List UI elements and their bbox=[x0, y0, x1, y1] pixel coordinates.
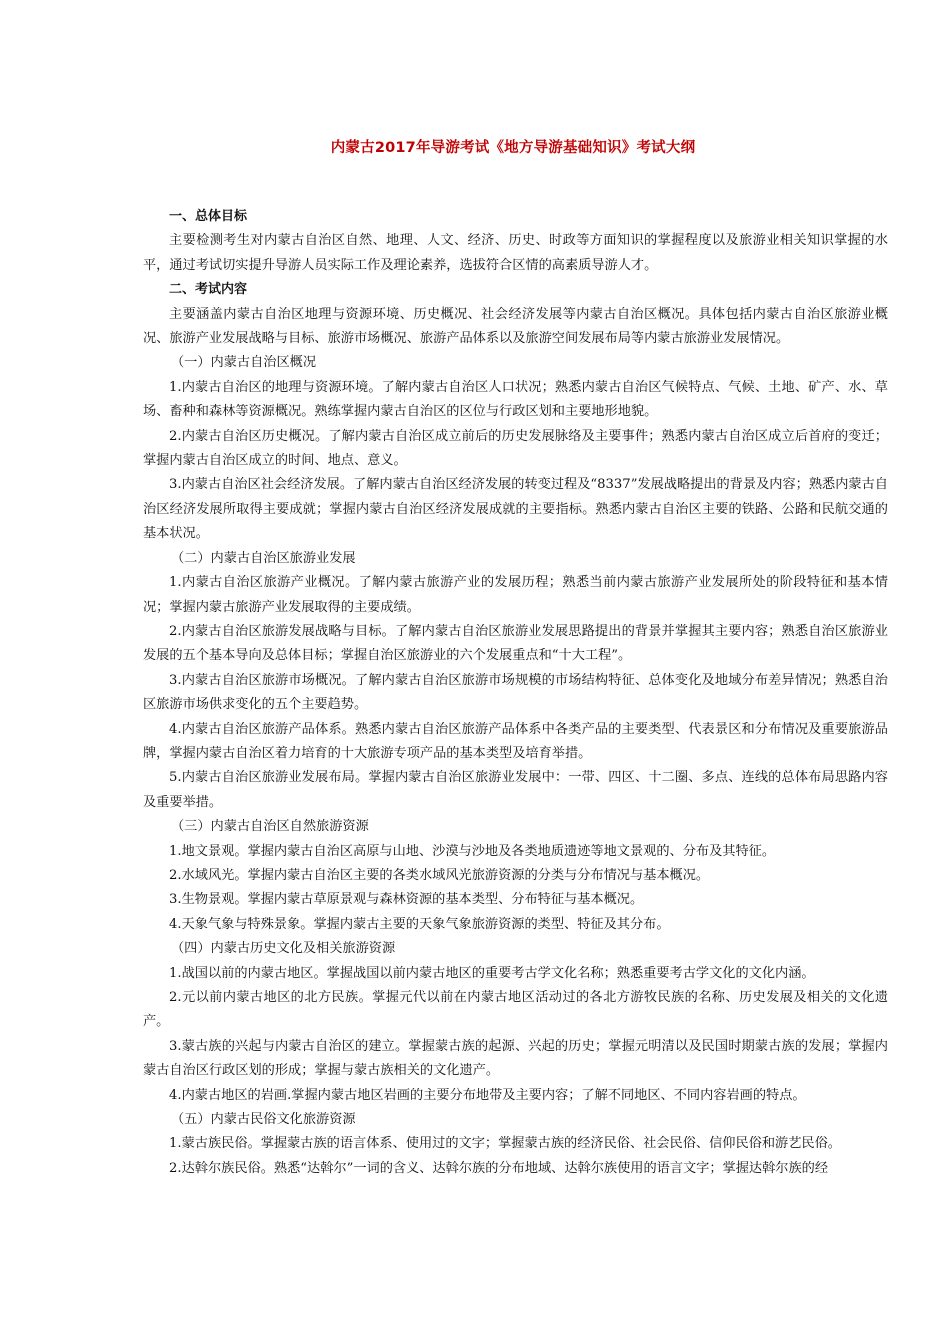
paragraph: 3.内蒙古自治区旅游市场概况。了解内蒙古自治区旅游市场规模的市场结构特征、总体变化及地域分布差异情况；熟悉自治区旅游市场供求变化的五个主要趋势。 bbox=[143, 672, 888, 713]
paragraph: 3.蒙古族的兴起与内蒙古自治区的建立。掌握蒙古族的起源、兴起的历史；掌握元明清以及民国时期蒙古族的发展；掌握内蒙古自治区行政区划的形成；掌握与蒙古族相关的文化遗产。 bbox=[143, 1038, 888, 1079]
paragraph: 4.内蒙古自治区旅游产品体系。熟悉内蒙古自治区旅游产品体系中各类产品的主要类型、代表景区和分布情况及重要旅游品牌，掌握内蒙古自治区着力培育的十大旅游专项产品的基本类型及培育举措。 bbox=[143, 721, 888, 761]
subsection-heading: （二）内蒙古自治区旅游业发展 bbox=[171, 550, 356, 566]
subsection-heading: （五）内蒙古民俗文化旅游资源 bbox=[171, 1112, 356, 1128]
paragraph: 4.内蒙古地区的岩画.掌握内蒙古地区岩画的主要分布地带及主要内容；了解不同地区、不同内容岩画的特点。 bbox=[169, 1087, 806, 1103]
paragraph: 2.元以前内蒙古地区的北方民族。掌握元代以前在内蒙古地区活动过的各北方游牧民族的名称、历史发展及相关的文化遗产。 bbox=[143, 990, 888, 1030]
paragraph: 2.内蒙古自治区历史概况。了解内蒙古自治区成立前后的历史发展脉络及主要事件；熟悉内蒙古自治区成立后首府的变迁；掌握内蒙古自治区成立的时间、地点、意义。 bbox=[143, 428, 888, 469]
document-body bbox=[143, 205, 888, 1181]
paragraph: 2.内蒙古自治区旅游发展战略与目标。了解内蒙古自治区旅游业发展思路提出的背景并掌握其主要内容；熟悉自治区旅游业发展的五个基本导向及总体目标；掌握自治区旅游业的六个发展重点和“十大工程”。 bbox=[143, 623, 888, 664]
paragraph: 1.战国以前的内蒙古地区。掌握战国以前内蒙古地区的重要考古学文化名称；熟悉重要考古学文化的文化内涵。 bbox=[169, 965, 815, 981]
section-heading: 二、考试内容 bbox=[169, 282, 248, 298]
document-title: 内蒙古2017年导游考试《地方导游基础知识》考试大纲 bbox=[330, 140, 696, 156]
paragraph: 1.蒙古族民俗。掌握蒙古族的语言体系、使用过的文字；掌握蒙古族的经济民俗、社会民俗、信仰民俗和游艺民俗。 bbox=[169, 1136, 841, 1152]
paragraph: 5.内蒙古自治区旅游业发展布局。掌握内蒙古自治区旅游业发展中：一带、四区、十二圈、多点、连线的总体布局思路内容及重要举措。 bbox=[143, 770, 888, 810]
subsection-heading: （四）内蒙古历史文化及相关旅游资源 bbox=[171, 941, 396, 957]
paragraph: 2.达斡尔族民俗。熟悉“达斡尔”一词的含义、达斡尔族的分布地域、达斡尔族使用的语言文字；掌握达斡尔族的经 bbox=[169, 1160, 829, 1176]
subsection-heading: （三）内蒙古自治区自然旅游资源 bbox=[171, 819, 369, 835]
paragraph: 4.天象气象与特殊景象。掌握内蒙古主要的天象气象旅游资源的类型、特征及其分布。 bbox=[169, 916, 670, 932]
paragraph: 主要检测考生对内蒙古自治区自然、地理、人文、经济、历史、时政等方面知识的掌握程度以及旅游业相关知识掌握的水平，通过考试切实提升导游人员实际工作及理论素养，选拔符合区情的高素质导游人才。 bbox=[143, 233, 888, 273]
section-heading: 一、总体目标 bbox=[169, 209, 248, 224]
subsection-heading: （一）内蒙古自治区概况 bbox=[171, 355, 317, 371]
paragraph: 主要涵盖内蒙古自治区地理与资源环境、历史概况、社会经济发展等内蒙古自治区概况。具体包括内蒙古自治区旅游业概况、旅游产业发展战略与目标、旅游市场概况、旅游产品体系以及旅游空间发展布局等内蒙古旅游业发展情况。 bbox=[143, 306, 888, 347]
paragraph: 3.生物景观。掌握内蒙古草原景观与森林资源的基本类型、分布特征与基本概况。 bbox=[169, 892, 644, 908]
paragraph: 1.内蒙古自治区旅游产业概况。了解内蒙古旅游产业的发展历程；熟悉当前内蒙古旅游产业发展所处的阶段特征和基本情况；掌握内蒙古旅游产业发展取得的主要成绩。 bbox=[143, 575, 888, 615]
paragraph: 1.内蒙古自治区的地理与资源环境。了解内蒙古自治区人口状况；熟悉内蒙古自治区气候特点、气候、土地、矿产、水、草场、畜种和森林等资源概况。熟练掌握内蒙古自治区的区位与行政区划和主要地形地貌。 bbox=[143, 379, 888, 420]
paragraph: 1.地文景观。掌握内蒙古自治区高原与山地、沙漠与沙地及各类地质遗迹等地文景观的、分布及其特征。 bbox=[169, 843, 776, 859]
paragraph: 3.内蒙古自治区社会经济发展。了解内蒙古自治区经济发展的转变过程及“8337”发展战略提出的背景及内容；熟悉内蒙古自治区经济发展所取得主要成就；掌握内蒙古自治区经济发展成就的主要指标。熟悉内蒙古自治区主要的铁路、公路和民航交通的基本状况。 bbox=[143, 477, 888, 542]
paragraph: 2.水域风光。掌握内蒙古自治区主要的各类水域风光旅游资源的分类与分布情况与基本概况。 bbox=[169, 867, 710, 883]
